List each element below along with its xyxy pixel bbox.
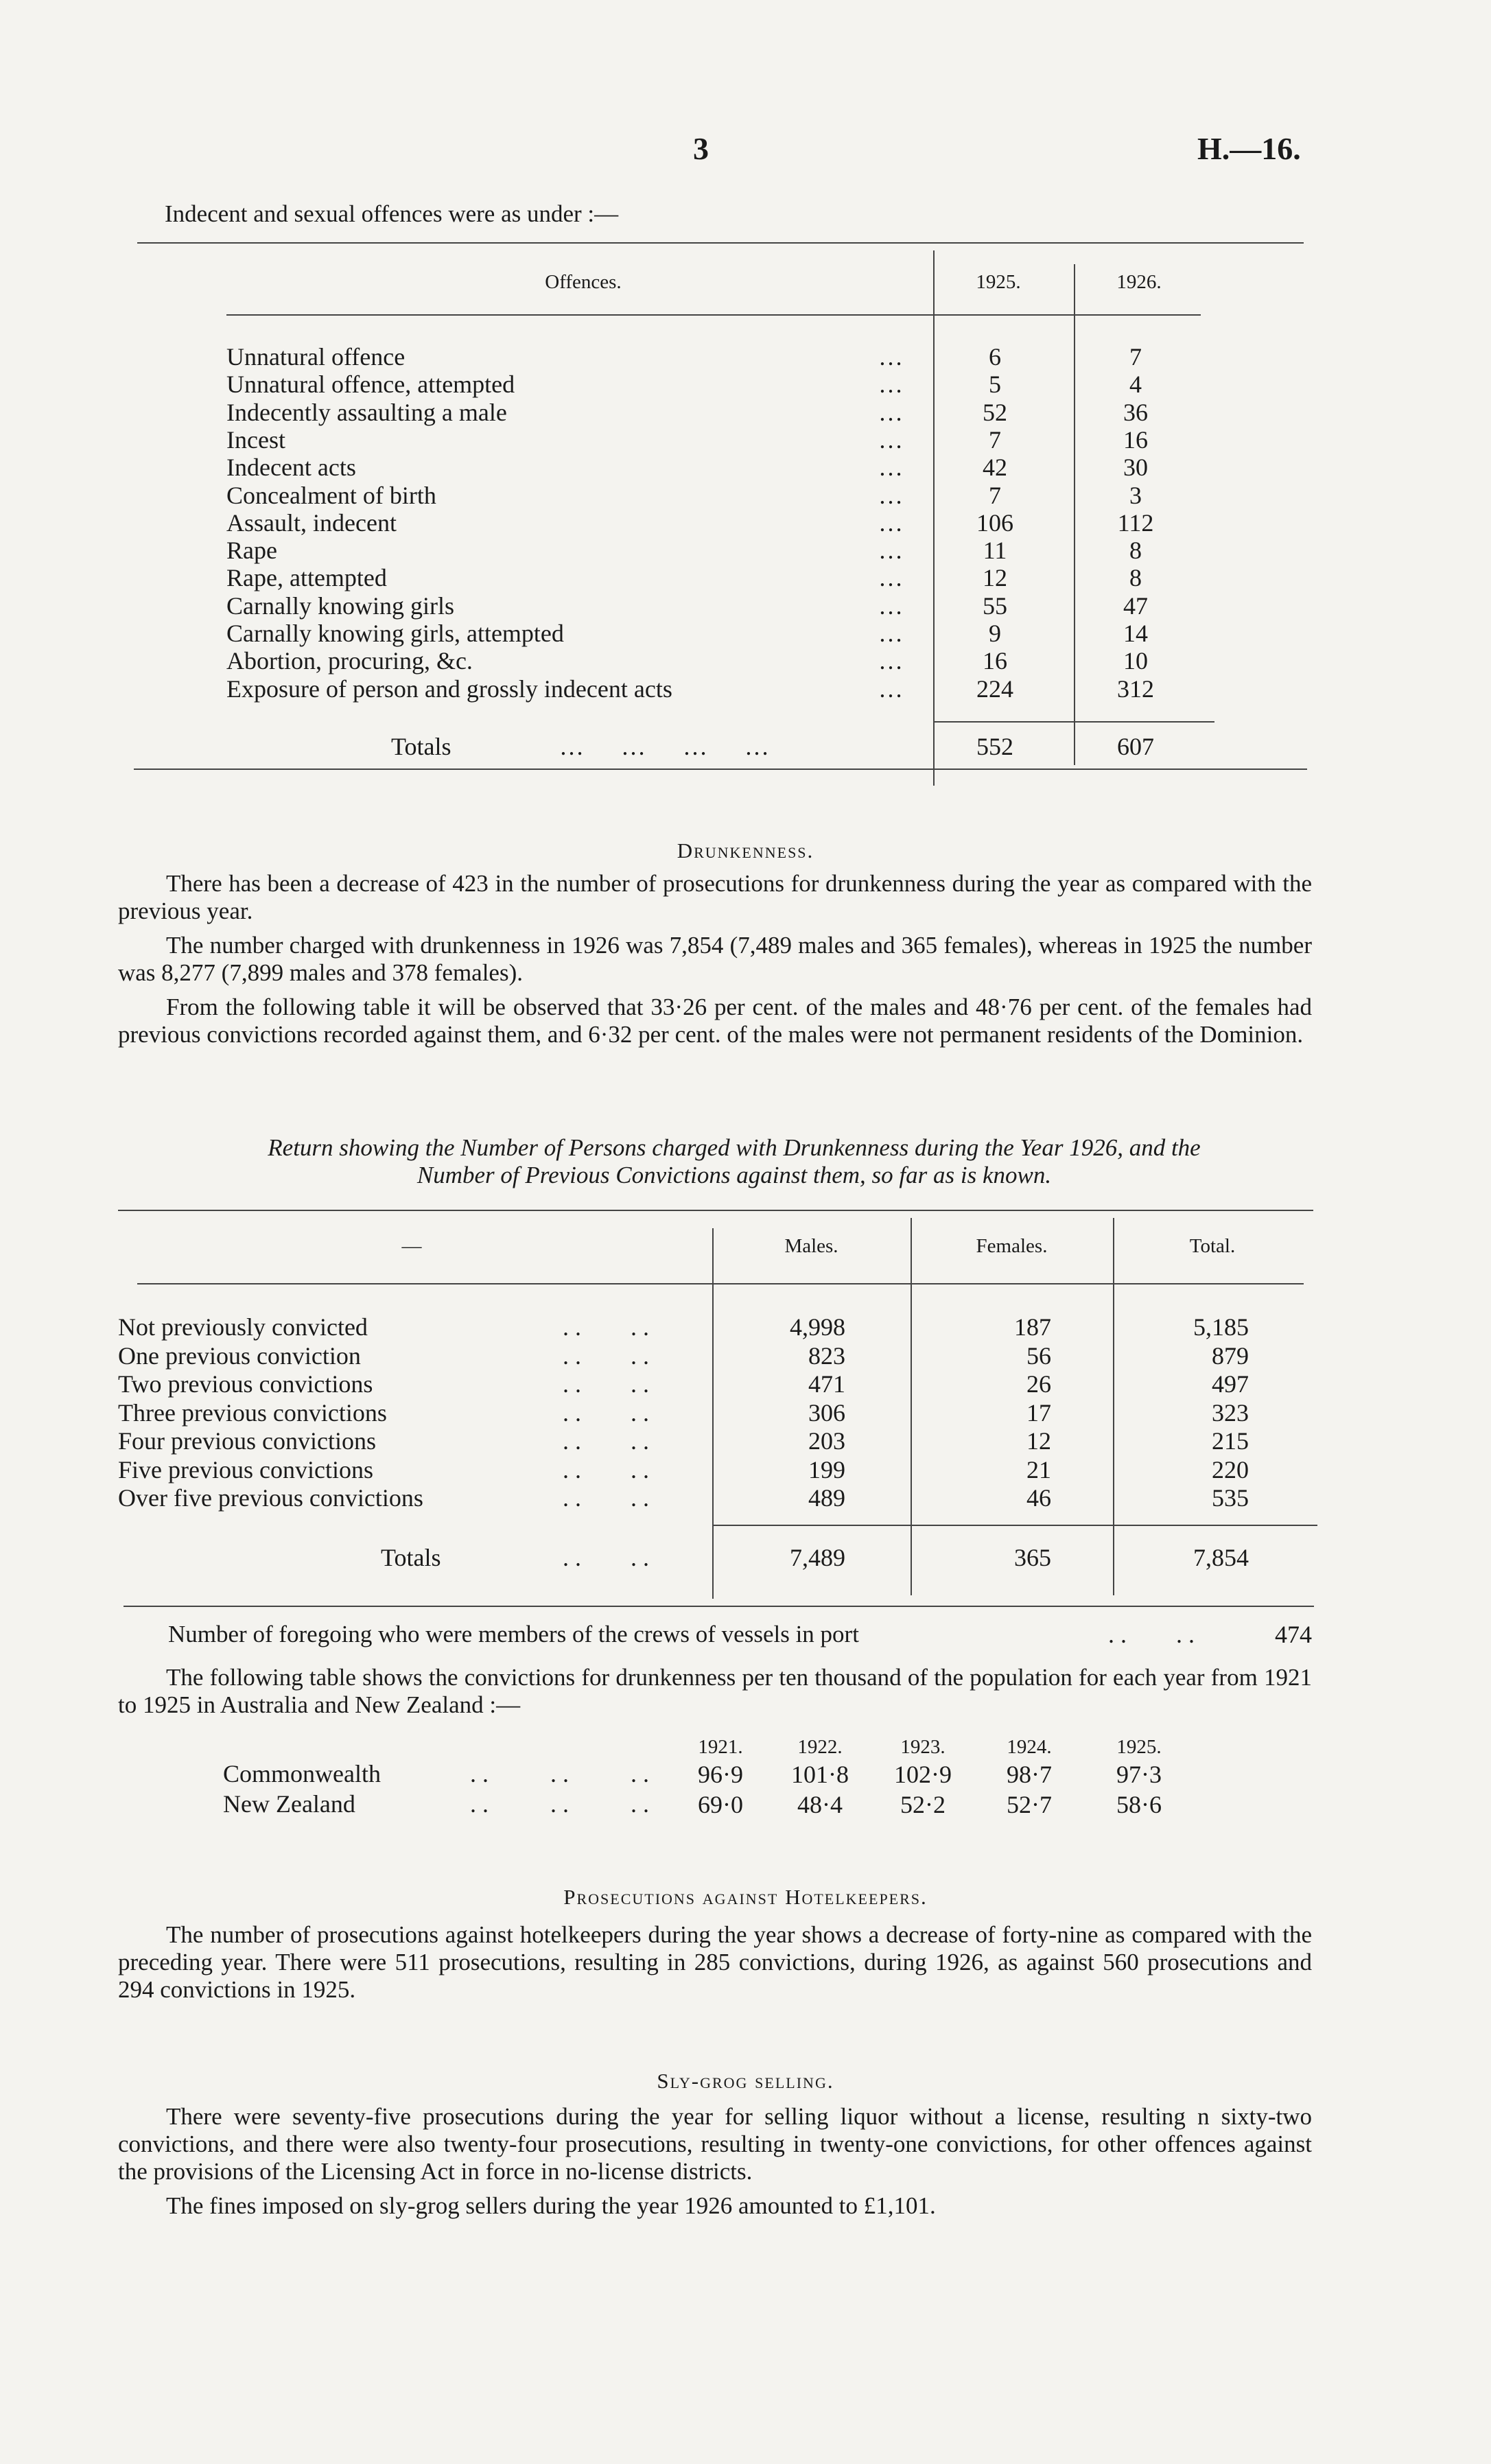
offence-leader-dots: … <box>878 482 903 509</box>
offence-leader-dots: … <box>878 620 903 647</box>
return-total-females: 365 <box>1014 1544 1051 1571</box>
offence-1926-value: 16 <box>1123 426 1148 454</box>
offence-1926-value: 10 <box>1123 647 1148 674</box>
return-row-males: 823 <box>808 1342 845 1370</box>
comparison-paragraph: The following table shows the convictions for drunkenness per ten thousand of the population for each year from 1921 to 1925 in Australia and New Zealand :— <box>118 1664 1312 1718</box>
return-row-total: 215 <box>1212 1427 1249 1455</box>
comparison-value: 69·0 <box>698 1791 743 1818</box>
comparison-value: 48·4 <box>797 1791 843 1818</box>
offence-1925-value: 42 <box>983 454 1007 481</box>
return-row-leader-dots: . . . . <box>563 1399 649 1427</box>
males-header: Males. <box>784 1235 838 1257</box>
comparison-year: 1921. <box>698 1736 743 1758</box>
offence-leader-dots: … <box>878 343 903 371</box>
comparison-value: 102·9 <box>894 1761 952 1788</box>
return-row-total: 5,185 <box>1193 1313 1249 1341</box>
return-row-total: 535 <box>1212 1484 1249 1512</box>
offence-1925-value: 224 <box>976 675 1013 703</box>
hotelkeepers-paragraph: The number of prosecutions against hotelkeepers during the year shows a decrease of forty-nine as compared with the preceding year. There were 511 prosecutions, resulting in 285 convictions, during 1926, as against 560 prosecutions and 294 convictions in 1925. <box>118 1921 1312 2003</box>
offence-1925-value: 5 <box>989 371 1001 398</box>
sly-grog-heading: Sly-grog selling. <box>657 2069 834 2093</box>
return-row-label: Two previous convictions <box>118 1370 373 1398</box>
offence-1925-value: 7 <box>989 426 1001 454</box>
comparison-value: 58·6 <box>1116 1791 1162 1818</box>
sly-grog-paragraph-2: The fines imposed on sly-grog sellers during the year 1926 amounted to £1,101. <box>166 2192 936 2219</box>
return-row-label: Over five previous convictions <box>118 1484 423 1512</box>
comparison-leader-dots: . . . . . . <box>470 1760 649 1787</box>
comparison-leader-dots: . . . . . . <box>470 1790 649 1818</box>
page-number: 3 <box>693 131 709 166</box>
sly-grog-paragraphs <box>118 2103 1312 2227</box>
offence-1926-value: 30 <box>1123 454 1148 481</box>
offences-intro: Indecent and sexual offences were as under :— <box>165 200 619 227</box>
offences-totals-leaders: … … … … <box>559 733 769 760</box>
crews-leaders: . . . . <box>1108 1621 1195 1648</box>
offence-label: Incest <box>226 426 285 454</box>
return-row-total: 220 <box>1212 1456 1249 1483</box>
offence-1925-value: 7 <box>989 482 1001 509</box>
offence-leader-dots: … <box>878 647 903 674</box>
offence-1926-value: 3 <box>1129 482 1142 509</box>
females-header: Females. <box>976 1235 1048 1257</box>
return-row-males: 199 <box>808 1456 845 1483</box>
total-header: Total. <box>1189 1235 1236 1257</box>
return-row-males: 306 <box>808 1399 845 1427</box>
offence-1925-value: 11 <box>983 537 1007 564</box>
comparison-value: 98·7 <box>1007 1761 1052 1788</box>
offence-1925-value: 9 <box>989 620 1001 647</box>
drunkenness-paragraph-3: From the following table it will be observed that 33·26 per cent. of the males and 48·76 per cent. of the females had previous convictions recorded against them, and 6·32 per cent. of the males were not permanent residents of the Dominion. <box>118 994 1312 1048</box>
offence-label: Abortion, procuring, &c. <box>226 647 473 674</box>
offence-1926-value: 8 <box>1129 564 1142 591</box>
drunkenness-paragraphs <box>118 870 1312 1055</box>
offence-1926-value: 112 <box>1117 509 1154 537</box>
return-row-label: Not previously convicted <box>118 1313 368 1341</box>
offence-label: Rape <box>226 537 277 564</box>
offence-label: Exposure of person and grossly indecent acts <box>226 675 672 703</box>
drunkenness-heading: Drunkenness. <box>677 838 814 863</box>
comparison-year: 1923. <box>900 1736 946 1758</box>
year-1925-header: 1925. <box>976 271 1021 293</box>
return-dash-header: — <box>401 1235 422 1257</box>
return-row-label: One previous conviction <box>118 1342 361 1370</box>
return-row-leader-dots: . . . . <box>563 1370 649 1398</box>
comparison-value: 52·2 <box>900 1791 946 1818</box>
comparison-row-label: Commonwealth <box>223 1760 381 1787</box>
return-title-line-2: Number of Previous Convictions against them, so far as is known. <box>416 1162 1052 1188</box>
offence-label: Assault, indecent <box>226 509 397 537</box>
offence-1925-value: 52 <box>983 399 1007 426</box>
comparison-intro <box>118 1664 1312 1726</box>
return-row-total: 497 <box>1212 1370 1249 1398</box>
offence-1926-value: 47 <box>1123 592 1148 620</box>
offence-leader-dots: … <box>878 426 903 454</box>
comparison-value: 101·8 <box>791 1761 849 1788</box>
offence-1926-value: 14 <box>1123 620 1148 647</box>
return-row-females: 12 <box>1026 1427 1051 1455</box>
offences-total-1926: 607 <box>1117 733 1154 760</box>
hotelkeepers-heading: Prosecutions against Hotelkeepers. <box>563 1885 928 1909</box>
return-row-leader-dots: . . . . <box>563 1342 649 1370</box>
return-row-males: 471 <box>808 1370 845 1398</box>
offence-label: Indecent acts <box>226 454 356 481</box>
offence-label: Concealment of birth <box>226 482 436 509</box>
comparison-year: 1925. <box>1116 1736 1162 1758</box>
offence-leader-dots: … <box>878 675 903 703</box>
offence-leader-dots: … <box>878 592 903 620</box>
offence-1926-value: 4 <box>1129 371 1142 398</box>
return-row-total: 879 <box>1212 1342 1249 1370</box>
offence-label: Unnatural offence <box>226 343 406 371</box>
return-row-males: 489 <box>808 1484 845 1512</box>
return-totals-leaders: . . . . <box>563 1544 649 1571</box>
return-row-label: Four previous convictions <box>118 1427 376 1455</box>
offence-1925-value: 6 <box>989 343 1001 371</box>
offence-label: Carnally knowing girls <box>226 592 454 620</box>
offence-1925-value: 106 <box>976 509 1013 537</box>
offence-leader-dots: … <box>878 509 903 537</box>
return-row-females: 46 <box>1026 1484 1051 1512</box>
offence-leader-dots: … <box>878 564 903 591</box>
drunkenness-paragraph-2: The number charged with drunkenness in 1926 was 7,854 (7,489 males and 365 females), whereas in 1925 the number was 8,277 (7,899 males and 378 females). <box>118 932 1312 986</box>
return-row-males: 4,998 <box>790 1313 845 1341</box>
document-reference: H.—16. <box>1197 131 1301 166</box>
return-row-leader-dots: . . . . <box>563 1484 649 1512</box>
return-row-label: Three previous convictions <box>118 1399 387 1427</box>
return-row-leader-dots: . . . . <box>563 1313 649 1341</box>
comparison-year: 1924. <box>1007 1736 1052 1758</box>
return-row-leader-dots: . . . . <box>563 1427 649 1455</box>
offences-totals-label: Totals <box>391 733 451 760</box>
return-title-line-1: Return showing the Number of Persons charged with Drunkenness during the Year 1926, and the <box>268 1134 1201 1161</box>
return-row-leader-dots: . . . . <box>563 1456 649 1483</box>
return-row-males: 203 <box>808 1427 845 1455</box>
return-totals-label: Totals <box>381 1544 441 1571</box>
return-row-females: 187 <box>1014 1313 1051 1341</box>
sly-grog-paragraph-1: There were seventy-five prosecutions during the year for selling liquor without a license, resulting n sixty-two convictions, and there were also twenty-four prosecutions, resulting in twenty-one convictions, for other offences against the provisions of the Licensing Act in force in no-license districts. <box>118 2103 1312 2185</box>
offences-column-header: Offences. <box>545 271 622 293</box>
year-1926-header: 1926. <box>1116 271 1162 293</box>
return-row-females: 21 <box>1026 1456 1051 1483</box>
hotelkeepers-paragraphs <box>118 1921 1312 2010</box>
crews-value: 474 <box>1275 1621 1312 1648</box>
offence-leader-dots: … <box>878 371 903 398</box>
comparison-value: 96·9 <box>698 1761 743 1788</box>
return-row-label: Five previous convictions <box>118 1456 373 1483</box>
offence-1926-value: 312 <box>1117 675 1154 703</box>
offence-1925-value: 12 <box>983 564 1007 591</box>
return-row-total: 323 <box>1212 1399 1249 1427</box>
offences-total-1925: 552 <box>976 733 1013 760</box>
offence-label: Indecently assaulting a male <box>226 399 507 426</box>
comparison-row-label: New Zealand <box>223 1790 355 1818</box>
offence-1925-value: 16 <box>983 647 1007 674</box>
drunkenness-paragraph-1: There has been a decrease of 423 in the number of prosecutions for drunkenness during the year as compared with the previous year. <box>118 870 1312 924</box>
offence-label: Carnally knowing girls, attempted <box>226 620 564 647</box>
offence-1926-value: 7 <box>1129 343 1142 371</box>
offence-1925-value: 55 <box>983 592 1007 620</box>
offence-1926-value: 8 <box>1129 537 1142 564</box>
comparison-year: 1922. <box>797 1736 843 1758</box>
offence-label: Unnatural offence, attempted <box>226 371 515 398</box>
crews-line: Number of foregoing who were members of the crews of vessels in port <box>168 1621 859 1647</box>
return-row-females: 26 <box>1026 1370 1051 1398</box>
comparison-value: 52·7 <box>1007 1791 1052 1818</box>
return-row-females: 56 <box>1026 1342 1051 1370</box>
return-total-total: 7,854 <box>1193 1544 1249 1571</box>
offence-leader-dots: … <box>878 399 903 426</box>
offence-leader-dots: … <box>878 537 903 564</box>
offence-label: Rape, attempted <box>226 564 387 591</box>
offence-leader-dots: … <box>878 454 903 481</box>
offence-1926-value: 36 <box>1123 399 1148 426</box>
return-total-males: 7,489 <box>790 1544 845 1571</box>
return-row-females: 17 <box>1026 1399 1051 1427</box>
comparison-value: 97·3 <box>1116 1761 1162 1788</box>
